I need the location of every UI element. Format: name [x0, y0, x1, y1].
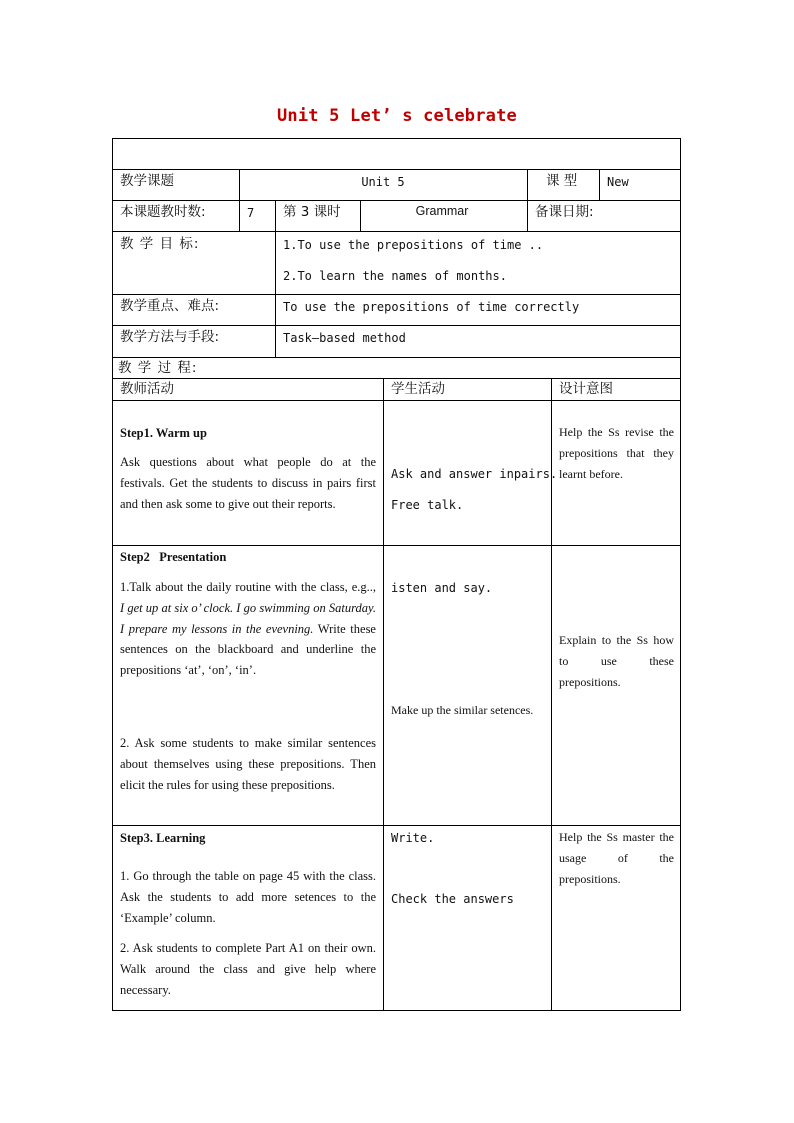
step1-intent: Help the Ss revise the prepositions that they learnt before. — [559, 425, 674, 481]
column-intent: 设计意图 — [559, 381, 613, 397]
objective-2: 2.To learn the names of months. — [283, 269, 507, 283]
step3-student-1: Write. — [391, 831, 435, 845]
step2-teacher-p1b: Write these sentences on the blackboard and underline the prepositions ‘at’, ‘on’, ‘in’. — [120, 621, 376, 678]
methods-value: Task—based method — [283, 331, 406, 345]
step2-student-1: isten and say. — [391, 581, 493, 595]
process-label: 教 学 过 程: — [118, 360, 198, 376]
column-teacher: 教师活动 — [120, 381, 174, 397]
objectives-label: 教 学 目 标: — [120, 236, 200, 252]
type-label: 课 型 — [546, 173, 578, 189]
step1-student-1: Ask and answer inpairs. — [391, 467, 558, 481]
step3-intent: Help the Ss master the usage of the prepositions. — [559, 830, 674, 886]
step1-title: Step1. Warm up — [120, 426, 207, 440]
step3-teacher-para2: 2. Ask students to complete Part A1 on their own. Walk around the class and give help where necessary. — [120, 941, 376, 997]
methods-label: 教学方法与手段: — [120, 329, 220, 345]
page-title: Unit 5 Let’ s celebrate — [276, 106, 517, 126]
type-value: New — [607, 175, 629, 189]
lesson-label: 第 3 课时 — [283, 204, 341, 220]
step3-title: Step3. Learning — [120, 831, 206, 845]
step3-student-2: Check the answers — [391, 892, 514, 906]
topic-value: Unit 5 — [361, 175, 405, 189]
step2-teacher-para2: 2. Ask some students to make similar sentences about themselves using these prepositions. Then elicit the rules for using these prepositions. — [120, 736, 376, 792]
step2-title: Step2 Presentation — [120, 550, 227, 564]
objective-1: 1.To use the prepositions of time .. — [283, 238, 544, 252]
step3-teacher-para1: 1. Go through the table on page 45 with the class. Ask the students to add more setences to the ‘Example’ column. — [120, 869, 376, 925]
lesson-value: Grammar — [415, 204, 469, 218]
periods-label: 本课题教时数: — [120, 204, 206, 220]
date-label: 备课日期: — [535, 204, 594, 220]
key-points-value: To use the prepositions of time correctly — [283, 300, 580, 314]
step2-teacher-para1 — [120, 577, 376, 681]
step2-teacher-p1a: 1.Talk about the daily routine with the class, e.g.., — [120, 580, 376, 594]
step2-teacher-example: I get up at six o’ clock. I go swimming on Saturday. I prepare my lessons in the evevning. — [120, 600, 376, 636]
periods-value: 7 — [247, 206, 255, 220]
key-points-label: 教学重点、难点: — [120, 298, 220, 314]
topic-label: 教学课题 — [120, 173, 174, 189]
step1-student-2: Free talk. — [391, 498, 464, 512]
step2-intent: Explain to the Ss how to use these prepositions. — [559, 633, 674, 689]
step2-student-2: Make up the similar setences. — [391, 703, 534, 717]
column-student: 学生活动 — [391, 381, 445, 397]
step1-teacher-text: Ask questions about what people do at the festivals. Get the students to discuss in pairs first and then ask some to give out their reports. — [120, 455, 376, 511]
